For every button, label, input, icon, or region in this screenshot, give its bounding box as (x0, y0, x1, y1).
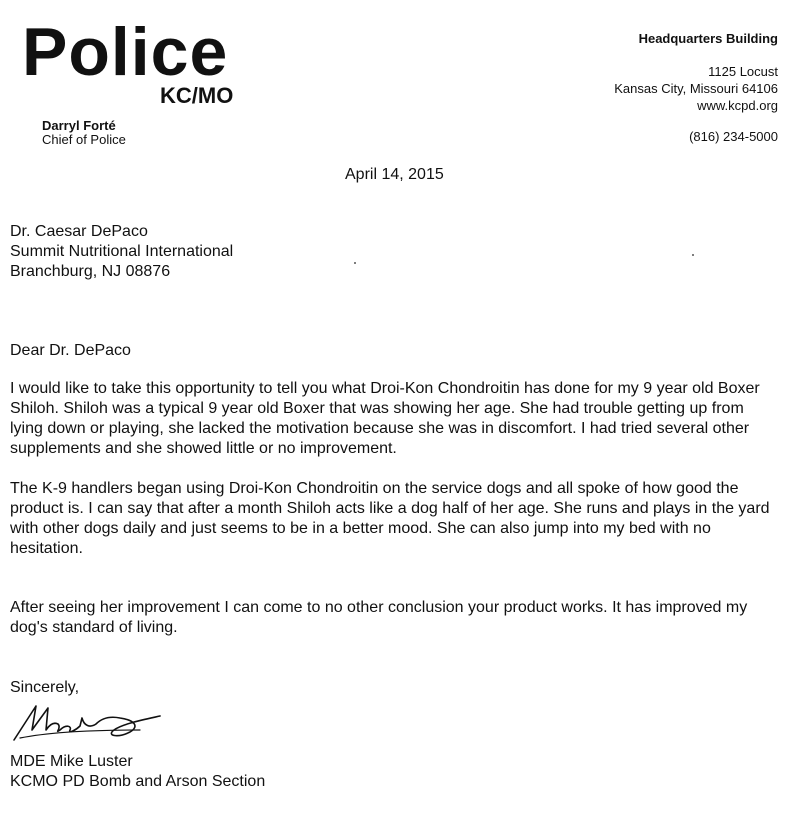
letter-date: April 14, 2015 (345, 166, 444, 183)
police-logo-word: Police (22, 14, 229, 90)
scan-speck (354, 262, 356, 264)
hq-city: Kansas City, Missouri 64106 (614, 81, 778, 96)
chief-title: Chief of Police (42, 132, 126, 147)
scan-speck (692, 254, 694, 256)
recipient-city: Branchburg, NJ 08876 (10, 263, 171, 280)
body-paragraph-2: The K-9 handlers began using Droi-Kon Chondroitin on the service dogs and all spoke of how good the product is. I can say that after a month Shiloh acts like a dog half of her age. She runs and plays in the yard with other dogs daily and just seems to be in a better mood. She can also jump into my bed with no hesitation. (10, 480, 770, 557)
hq-title: Headquarters Building (638, 31, 778, 46)
signature-icon (10, 700, 210, 744)
body-paragraph-1: I would like to take this opportunity to tell you what Droi-Kon Chondroitin has done for my 9 year old Boxer Shiloh. Shiloh was a typical 9 year old Boxer that was showing her age. She had trouble getting up from lying down or playing, she lacked the motivation because she was in discomfort. I had tried several other supplements and she showed little or no improvement. (10, 380, 760, 457)
body-paragraph-3: After seeing her improvement I can come to no other conclusion your product works. It has improved my dog's standard of living. (10, 599, 748, 636)
hq-phone: (816) 234-5000 (689, 129, 778, 144)
salutation: Dear Dr. DePaco (10, 342, 131, 359)
signer-name: MDE Mike Luster (10, 753, 133, 770)
hq-website: www.kcpd.org (697, 98, 778, 113)
hq-street: 1125 Locust (708, 64, 778, 79)
signer-section: KCMO PD Bomb and Arson Section (10, 773, 266, 790)
recipient-name: Dr. Caesar DePaco (10, 223, 148, 240)
police-logo-subtitle: KC/MO (160, 83, 234, 108)
chief-name: Darryl Forté (42, 118, 116, 133)
closing: Sincerely, (10, 679, 80, 696)
recipient-company: Summit Nutritional International (10, 243, 234, 260)
